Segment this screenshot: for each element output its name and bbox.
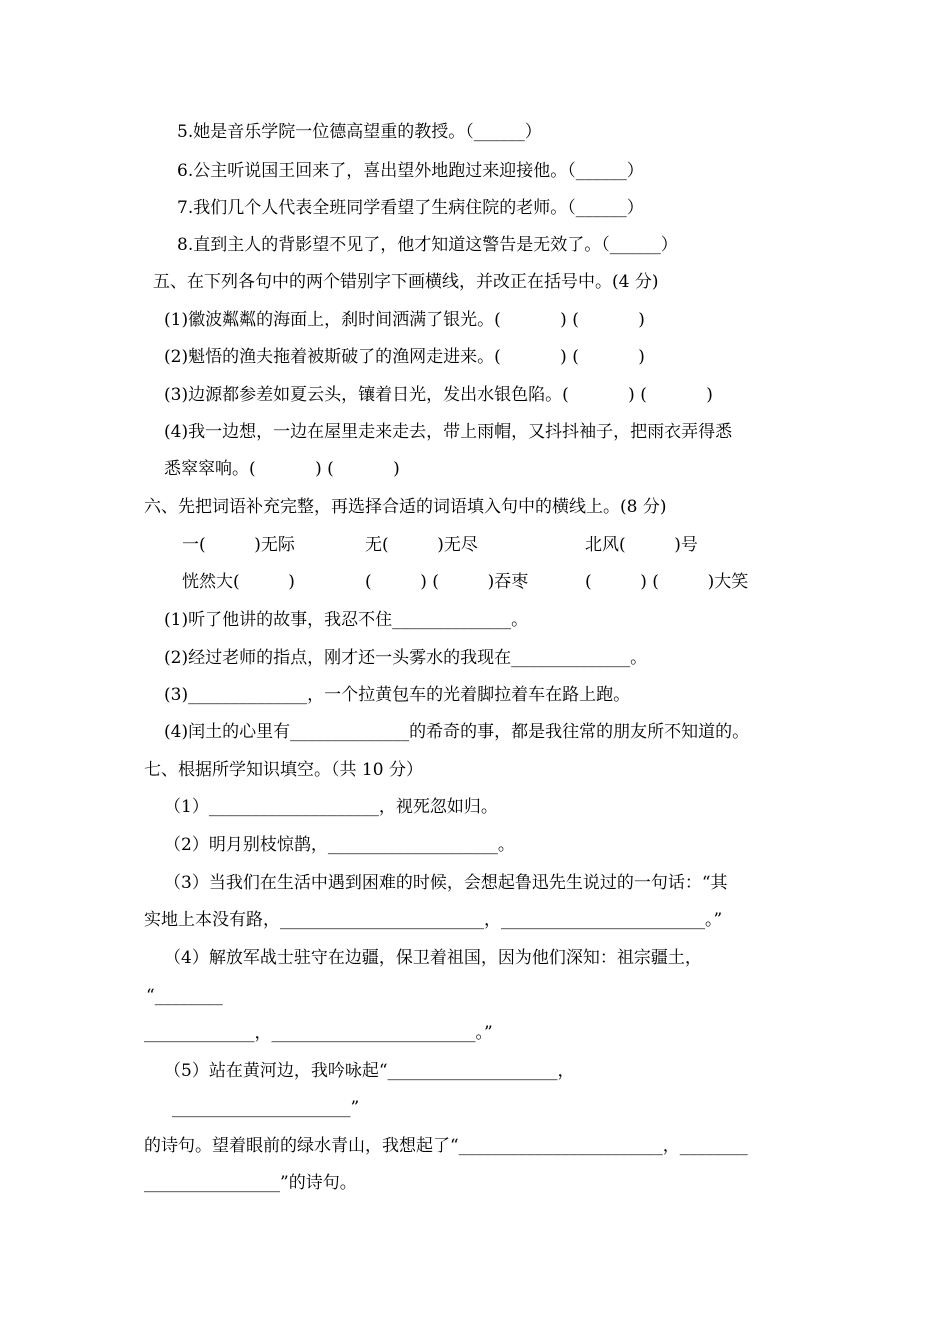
section7-line-10: 的诗句。望着眼前的绿水青山，我想起了“________________________，________ [144, 1136, 748, 1156]
section7-line-4: 实地上本没有路，________________________，________________________。” [144, 910, 723, 930]
section7-line-5: （4）解放军战士驻守在边疆，保卫着祖国，因为他们深知：祖宗疆土， [164, 948, 702, 968]
word-fill-6: ( ) ( )大笑 [585, 572, 749, 592]
section5-item-4-cont: 悉窣窣响。( ) ( ) [164, 459, 400, 479]
section6-item-2: (2)经过老师的指点，刚才还一头雾水的我现在______________。 [164, 648, 648, 668]
word-fill-3: 北风( )号 [585, 535, 698, 555]
section7-line-1: （1）____________________，视死忽如归。 [164, 797, 498, 817]
word-fill-5: ( ) ( )吞枣 [365, 572, 529, 592]
section6-title: 六、先把词语补充完整，再选择合适的词语填入句中的横线上。(8 分) [144, 497, 667, 517]
part4-item-5: 5.她是音乐学院一位德高望重的教授。（______） [177, 122, 542, 142]
section5-title: 五、在下列各句中的两个错别字下画横线，并改正在括号中。(4 分) [153, 272, 659, 292]
section7-line-3: （3）当我们在生活中遇到困难的时候，会想起鲁迅先生说过的一句话：“其 [164, 873, 728, 893]
section7-title: 七、根据所学知识填空。（共 10 分） [144, 760, 423, 780]
part4-item-7: 7.我们几个人代表全班同学看望了生病住院的老师。（______） [177, 198, 644, 218]
section6-item-1: (1)听了他讲的故事，我忍不住______________。 [164, 610, 529, 630]
section6-item-3: (3)______________，一个拉黄包车的光着脚拉着车在路上跑。 [164, 685, 631, 705]
part4-item-8: 8.直到主人的背影望不见了，他才知道这警告是无效了。（______） [177, 235, 678, 255]
section6-item-4: (4)闰土的心里有______________的希奇的事，都是我往常的朋友所不知道的。 [164, 722, 750, 742]
word-fill-4: 恍然大( ) [182, 572, 295, 592]
part4-item-6: 6.公主听说国王回来了，喜出望外地跑过来迎接他。（______） [177, 161, 644, 181]
section7-line-2: （2）明月别枝惊鹊，____________________。 [164, 835, 515, 855]
section7-line-11: ________________”的诗句。 [144, 1173, 357, 1193]
word-fill-2: 无( )无尽 [365, 535, 478, 555]
section5-item-4: (4)我一边想，一边在屋里走来走去，带上雨帽，又抖抖袖子，把雨衣弄得悉 [164, 422, 733, 442]
section7-line-7: _____________，________________________。” [144, 1023, 493, 1043]
word-fill-1: 一( )无际 [182, 535, 295, 555]
section7-line-9: _____________________” [172, 1098, 360, 1118]
section5-item-2: (2)魁悟的渔夫拖着被斯破了的渔网走进来。( ) ( ) [164, 347, 645, 367]
section5-item-3: (3)边源都参差如夏云头，镶着日光，发出水银色陷。( ) ( ) [164, 385, 713, 405]
section5-item-1: (1)徽波粼粼的海面上，刹时间洒满了银光。( ) ( ) [164, 310, 645, 330]
section7-line-8: （5）站在黄河边，我吟咏起“____________________， [164, 1061, 575, 1081]
section7-line-6: “________ [146, 986, 223, 1006]
